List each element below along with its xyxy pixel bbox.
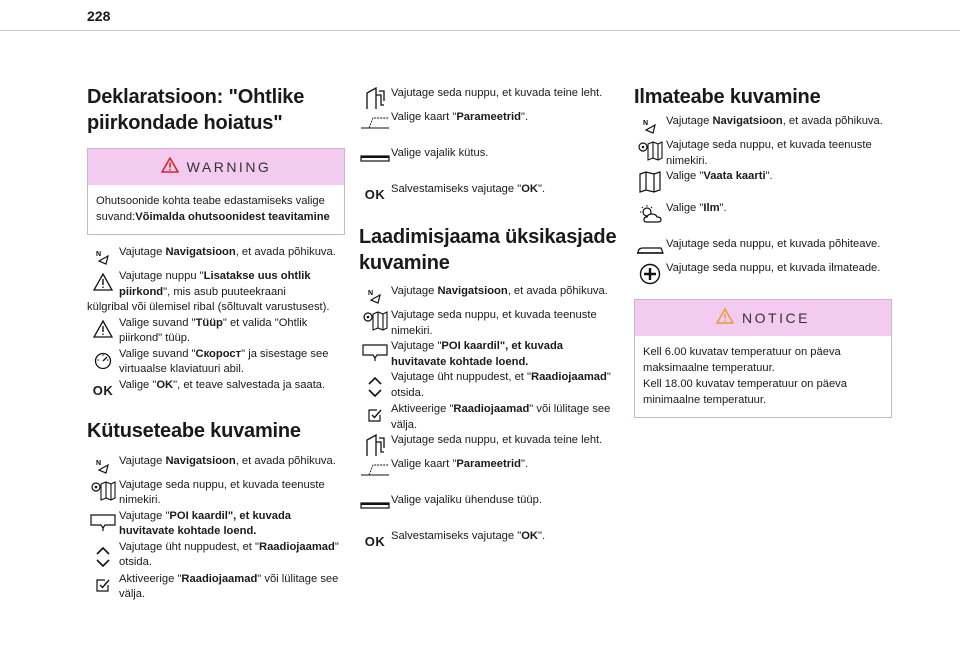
notice-header bbox=[635, 300, 891, 336]
step-bold: POI kaardil", et kuvada huvitavate kohtade loend. bbox=[391, 340, 564, 368]
step-bold: POI kaardil", et kuvada huvitavate kohtade loend. bbox=[119, 509, 292, 537]
step-text: Salvestamiseks vajutage " bbox=[391, 530, 522, 542]
step-text: Vajutage üht nuppudest, et " bbox=[119, 540, 259, 553]
step-bold: Navigatsioon bbox=[165, 246, 236, 258]
step-row bbox=[359, 308, 617, 339]
warning-header bbox=[88, 149, 344, 185]
charging-steps bbox=[359, 284, 617, 553]
step-row bbox=[359, 529, 617, 553]
step-text: ", et teave salvestada ja saata. bbox=[173, 378, 326, 391]
ok-label: OK bbox=[364, 534, 386, 550]
column-right bbox=[634, 84, 892, 418]
up-down-chevron-icon bbox=[87, 542, 119, 572]
step-text: Valige suvand " bbox=[119, 347, 196, 360]
step-text: " või lülitage see välja. bbox=[119, 572, 339, 600]
step-row bbox=[87, 478, 345, 509]
step-text: " või lülitage see välja. bbox=[391, 403, 611, 431]
step-row bbox=[87, 454, 345, 478]
step-row bbox=[87, 245, 345, 269]
parameters-tab-icon bbox=[359, 459, 391, 481]
step-row bbox=[87, 378, 345, 402]
svg-text:N: N bbox=[368, 290, 374, 297]
step-text: Valige " bbox=[666, 170, 704, 182]
step-text: Vajutage bbox=[666, 115, 713, 127]
next-page-icon bbox=[359, 88, 391, 110]
section-heading-hazard-zones: Deklaratsioon: "Ohtlike piirkondade hoiatus" bbox=[87, 86, 305, 134]
svg-text:N: N bbox=[96, 459, 102, 467]
step-text: Valige kaart " bbox=[391, 111, 457, 123]
step-row bbox=[87, 540, 345, 572]
step-text: Vajutage seda nuppu, et kuvada põhiteave. bbox=[666, 238, 881, 250]
step-text: Aktiveerige " bbox=[391, 403, 454, 415]
step-text: Salvestamiseks vajutage " bbox=[391, 183, 522, 195]
poi-screen-icon bbox=[87, 511, 119, 533]
fuel-steps-cont bbox=[359, 86, 617, 206]
step-bold: Raadiojaamad bbox=[181, 572, 258, 585]
warning-text-start: Ohutsoonide kohta teabe edastamiseks valige suvand: bbox=[96, 195, 325, 223]
step-row bbox=[359, 493, 617, 517]
page-number: 228 bbox=[87, 8, 111, 24]
navigation-arrow-icon bbox=[87, 456, 119, 478]
step-text: ". bbox=[719, 202, 727, 214]
svg-text:N: N bbox=[96, 251, 102, 258]
step-row bbox=[87, 269, 345, 300]
navigation-arrow-icon bbox=[359, 286, 391, 308]
poi-screen-icon bbox=[359, 341, 391, 363]
step-text: Valige vajaliku ühenduse tüüp. bbox=[391, 494, 542, 506]
step-bold: Raadiojaamad bbox=[453, 403, 530, 415]
step-bold: Raadiojaamad bbox=[531, 371, 607, 383]
step-text: Vajutage seda nuppu, et kuvada teine leht. bbox=[391, 87, 603, 99]
step-text: , et avada põhikuva. bbox=[782, 115, 883, 127]
step-row bbox=[359, 339, 617, 370]
services-map-icon bbox=[359, 310, 391, 332]
step-bold: Navigatsioon bbox=[437, 285, 508, 297]
step-row bbox=[634, 261, 892, 285]
step-text: Vajutage bbox=[391, 285, 438, 297]
step-text: Vajutage bbox=[119, 454, 166, 467]
basic-info-icon bbox=[634, 239, 666, 261]
checkbox-icon bbox=[87, 574, 119, 596]
step-row bbox=[634, 201, 892, 225]
step-row bbox=[359, 146, 617, 170]
add-circle-icon bbox=[634, 263, 666, 285]
section-heading-charging-station: Laadimisjaama üksikasjade kuvamine bbox=[359, 226, 617, 274]
header-divider bbox=[0, 30, 960, 31]
step-text: Vajutage seda nuppu, et kuvada ilmateade. bbox=[666, 262, 881, 274]
step-text: Aktiveerige " bbox=[119, 572, 182, 585]
step-text: Vajutage " bbox=[391, 340, 442, 352]
step-bold: Parameetrid bbox=[456, 458, 522, 470]
step-bold: OK bbox=[521, 183, 538, 195]
parameters-tab-icon bbox=[359, 112, 391, 134]
navigation-arrow-icon bbox=[634, 116, 666, 138]
services-map-icon bbox=[87, 480, 119, 502]
step-bold: Parameetrid bbox=[456, 111, 522, 123]
step-bold: Скорост bbox=[195, 347, 242, 360]
up-down-chevron-icon bbox=[359, 372, 391, 402]
step-bold: Lisatakse uus ohtlik piirkond bbox=[119, 270, 311, 298]
warning-box bbox=[87, 148, 345, 235]
step-row bbox=[359, 182, 617, 206]
step-text: Vajutage seda nuppu, et kuvada teenuste nimekiri. bbox=[666, 139, 872, 167]
step-bold: OK bbox=[156, 378, 174, 391]
step-row bbox=[634, 114, 892, 138]
step-text: Vajutage nuppu " bbox=[119, 270, 204, 282]
notice-text bbox=[635, 336, 891, 417]
step-text: Valige " bbox=[666, 202, 704, 214]
step-text: ". bbox=[537, 530, 546, 542]
ok-icon bbox=[359, 184, 391, 206]
select-bar-icon bbox=[359, 148, 391, 170]
notice-label: NOTICE bbox=[742, 310, 810, 326]
step-text: Vajutage üht nuppudest, et " bbox=[391, 371, 531, 383]
ok-label: OK bbox=[92, 382, 114, 398]
svg-text:N: N bbox=[643, 120, 649, 127]
step-row bbox=[359, 433, 617, 457]
step-text: ". bbox=[521, 458, 529, 470]
column-left bbox=[87, 84, 345, 603]
notice-triangle-icon bbox=[716, 308, 734, 329]
step-row bbox=[634, 138, 892, 169]
notice-line: Kell 6.00 kuvatav temperatuur on päeva maksimaalne temperatuur. bbox=[643, 346, 841, 374]
step-text: ". bbox=[537, 183, 546, 195]
step-text: , et avada põhikuva. bbox=[235, 246, 336, 258]
step-row bbox=[359, 402, 617, 433]
step-text: " ja sisestage see virtuaalse klaviatuuri abil. bbox=[119, 347, 329, 375]
hazard-triangle-icon bbox=[87, 318, 119, 340]
navigation-arrow-icon bbox=[87, 247, 119, 269]
fuel-steps bbox=[87, 454, 345, 603]
speedometer-icon bbox=[87, 349, 119, 371]
step-bold: Ilm bbox=[703, 202, 720, 214]
select-bar-icon bbox=[359, 495, 391, 517]
notice-box bbox=[634, 299, 892, 418]
step-row bbox=[634, 169, 892, 193]
section-heading-fuel: Kütuseteabe kuvamine bbox=[87, 419, 301, 442]
step-bold: Tüüp bbox=[195, 316, 223, 329]
step-row bbox=[359, 86, 617, 110]
step-bold: OK bbox=[521, 530, 538, 542]
step-row bbox=[634, 237, 892, 261]
step-text: ", mis asub puuteekraani bbox=[163, 285, 286, 298]
step-row bbox=[87, 316, 345, 347]
step-row bbox=[359, 370, 617, 402]
weather-sun-cloud-icon bbox=[634, 203, 666, 225]
step-row bbox=[87, 509, 345, 540]
step-text: ". bbox=[765, 170, 773, 182]
step-text: " otsida. bbox=[119, 540, 339, 568]
step-text: ". bbox=[521, 111, 529, 123]
weather-steps bbox=[634, 114, 892, 285]
step-text: Vajutage " bbox=[119, 509, 170, 522]
ok-label: OK bbox=[364, 187, 386, 203]
step-text: " otsida. bbox=[391, 371, 611, 399]
step-text: Vajutage seda nuppu, et kuvada teine leht. bbox=[391, 434, 603, 446]
step-bold: Raadiojaamad bbox=[259, 540, 335, 553]
step-text: Vajutage seda nuppu, et kuvada teenuste nimekiri. bbox=[391, 309, 597, 337]
ok-icon bbox=[87, 380, 119, 402]
step-text: Valige " bbox=[119, 378, 157, 391]
hazard-steps bbox=[87, 245, 345, 402]
step-text: Valige suvand " bbox=[119, 316, 196, 329]
step-continuation: külgribal või ülemisel ribal (sõltuvalt varustusest). bbox=[87, 301, 330, 313]
checkbox-icon bbox=[359, 404, 391, 426]
warning-text-bold: Võimalda ohutsoonidest teavitamine bbox=[135, 211, 330, 223]
next-page-icon bbox=[359, 435, 391, 457]
step-bold: Navigatsioon bbox=[165, 454, 236, 467]
warning-label: WARNING bbox=[186, 159, 272, 175]
warning-triangle-icon bbox=[161, 157, 179, 178]
step-text: , et avada põhikuva. bbox=[507, 285, 608, 297]
step-row bbox=[359, 110, 617, 134]
step-row bbox=[359, 457, 617, 481]
step-text: Valige vajalik kütus. bbox=[391, 147, 489, 159]
notice-line: Kell 18.00 kuvatav temperatuur on päeva minimaalne temperatuur. bbox=[643, 378, 847, 406]
hazard-triangle-icon bbox=[87, 271, 119, 293]
warning-text bbox=[88, 185, 344, 234]
step-text: Vajutage seda nuppu, et kuvada teenuste nimekiri. bbox=[119, 478, 325, 506]
services-map-icon bbox=[634, 140, 666, 162]
step-row bbox=[87, 347, 345, 378]
column-middle bbox=[359, 86, 617, 553]
step-bold: Vaata kaarti bbox=[703, 170, 766, 182]
step-text: Vajutage bbox=[119, 246, 166, 258]
step-row bbox=[359, 284, 617, 308]
step-text: Valige kaart " bbox=[391, 458, 457, 470]
ok-icon bbox=[359, 531, 391, 553]
step-text: " et valida "Ohtlik piirkond" tüüp. bbox=[119, 316, 308, 344]
map-icon bbox=[634, 171, 666, 193]
section-heading-weather: Ilmateabe kuvamine bbox=[634, 86, 821, 108]
step-bold: Navigatsioon bbox=[712, 115, 783, 127]
step-row bbox=[87, 572, 345, 603]
step-text: , et avada põhikuva. bbox=[235, 454, 336, 467]
